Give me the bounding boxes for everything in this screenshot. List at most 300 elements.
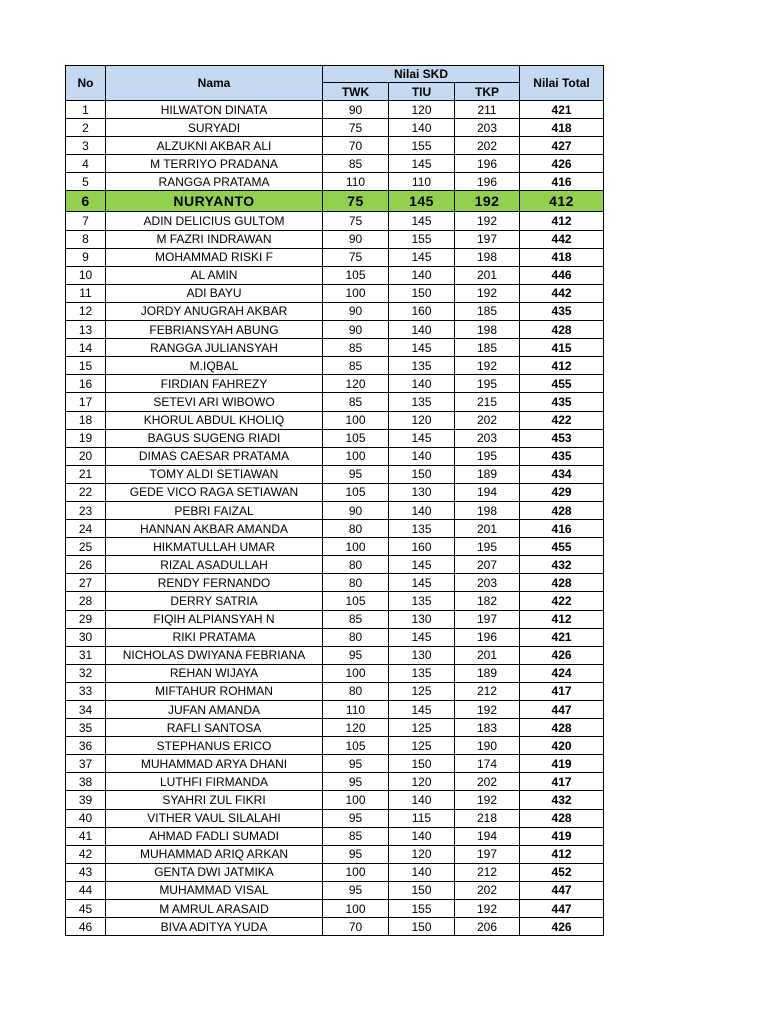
cell-nama: RIKI PRATAMA <box>106 628 323 646</box>
cell-twk: 85 <box>323 339 389 357</box>
cell-no: 28 <box>66 592 106 610</box>
cell-nama: JUFAN AMANDA <box>106 701 323 719</box>
table-row <box>66 682 604 700</box>
cell-total: 412 <box>520 610 604 628</box>
table-row <box>66 900 604 918</box>
cell-tkp: 190 <box>455 737 520 755</box>
cell-no: 21 <box>66 465 106 483</box>
cell-nama: STEPHANUS ERICO <box>106 737 323 755</box>
cell-tkp: 215 <box>455 393 520 411</box>
cell-no: 22 <box>66 483 106 501</box>
cell-nama: RENDY FERNANDO <box>106 574 323 592</box>
table-row <box>66 248 604 266</box>
cell-tkp: 192 <box>455 900 520 918</box>
table-row <box>66 429 604 447</box>
header-nilai-total: Nilai Total <box>520 66 604 101</box>
cell-nama: GENTA DWI JATMIKA <box>106 863 323 881</box>
cell-nama: M AMRUL ARASAID <box>106 900 323 918</box>
table-row <box>66 773 604 791</box>
cell-tiu: 135 <box>389 592 455 610</box>
cell-tkp: 182 <box>455 592 520 610</box>
cell-nama: PEBRI FAIZAL <box>106 501 323 519</box>
table-row-highlighted <box>66 191 604 212</box>
cell-tiu: 120 <box>389 101 455 119</box>
cell-tiu: 160 <box>389 538 455 556</box>
cell-no: 18 <box>66 411 106 429</box>
cell-no: 7 <box>66 212 106 230</box>
cell-twk: 105 <box>323 592 389 610</box>
cell-tiu: 135 <box>389 664 455 682</box>
cell-tkp: 183 <box>455 719 520 737</box>
cell-no: 43 <box>66 863 106 881</box>
cell-no: 24 <box>66 520 106 538</box>
cell-tiu: 155 <box>389 137 455 155</box>
cell-no: 20 <box>66 447 106 465</box>
cell-tiu: 135 <box>389 357 455 375</box>
cell-total: 416 <box>520 520 604 538</box>
cell-twk: 100 <box>323 538 389 556</box>
cell-total: 432 <box>520 791 604 809</box>
header-nilai-skd: Nilai SKD <box>323 66 520 83</box>
cell-total: 424 <box>520 664 604 682</box>
cell-total: 419 <box>520 827 604 845</box>
cell-tiu: 140 <box>389 119 455 137</box>
cell-total: 421 <box>520 101 604 119</box>
cell-tkp: 192 <box>455 191 520 212</box>
cell-tiu: 130 <box>389 483 455 501</box>
cell-total: 435 <box>520 302 604 320</box>
cell-tkp: 197 <box>455 610 520 628</box>
cell-nama: VITHER VAUL SILALAHI <box>106 809 323 827</box>
cell-total: 420 <box>520 737 604 755</box>
cell-tkp: 206 <box>455 918 520 936</box>
cell-nama: RANGGA JULIANSYAH <box>106 339 323 357</box>
cell-tkp: 202 <box>455 411 520 429</box>
table-row <box>66 284 604 302</box>
header-nama: Nama <box>106 66 323 101</box>
table-row <box>66 266 604 284</box>
cell-twk: 70 <box>323 137 389 155</box>
cell-no: 29 <box>66 610 106 628</box>
cell-no: 2 <box>66 119 106 137</box>
cell-nama: NICHOLAS DWIYANA FEBRIANA <box>106 646 323 664</box>
cell-twk: 75 <box>323 119 389 137</box>
cell-tkp: 192 <box>455 284 520 302</box>
cell-nama: SURYADI <box>106 119 323 137</box>
cell-total: 426 <box>520 918 604 936</box>
table-row <box>66 447 604 465</box>
cell-total: 442 <box>520 230 604 248</box>
cell-nama: MUHAMMAD VISAL <box>106 881 323 899</box>
cell-tkp: 194 <box>455 483 520 501</box>
table-row <box>66 538 604 556</box>
cell-tiu: 125 <box>389 737 455 755</box>
table-row <box>66 701 604 719</box>
cell-total: 447 <box>520 881 604 899</box>
cell-tiu: 150 <box>389 465 455 483</box>
cell-no: 17 <box>66 393 106 411</box>
cell-no: 1 <box>66 101 106 119</box>
cell-twk: 95 <box>323 845 389 863</box>
cell-tiu: 150 <box>389 284 455 302</box>
table-row <box>66 155 604 173</box>
cell-tiu: 160 <box>389 302 455 320</box>
cell-twk: 120 <box>323 375 389 393</box>
cell-total: 432 <box>520 556 604 574</box>
cell-twk: 110 <box>323 701 389 719</box>
cell-twk: 100 <box>323 411 389 429</box>
table-row <box>66 881 604 899</box>
cell-no: 39 <box>66 791 106 809</box>
cell-nama: NURYANTO <box>106 191 323 212</box>
cell-no: 46 <box>66 918 106 936</box>
cell-nama: DIMAS CAESAR PRATAMA <box>106 447 323 465</box>
cell-total: 422 <box>520 592 604 610</box>
cell-tiu: 150 <box>389 755 455 773</box>
header-tkp: TKP <box>455 83 520 101</box>
table-row <box>66 737 604 755</box>
table-row <box>66 483 604 501</box>
cell-no: 6 <box>66 191 106 212</box>
cell-twk: 100 <box>323 284 389 302</box>
cell-tiu: 150 <box>389 918 455 936</box>
cell-no: 31 <box>66 646 106 664</box>
cell-total: 435 <box>520 447 604 465</box>
header-tiu: TIU <box>389 83 455 101</box>
cell-twk: 120 <box>323 719 389 737</box>
cell-tiu: 145 <box>389 155 455 173</box>
cell-tiu: 120 <box>389 845 455 863</box>
cell-no: 16 <box>66 375 106 393</box>
cell-tkp: 198 <box>455 248 520 266</box>
cell-nama: MOHAMMAD RISKI F <box>106 248 323 266</box>
cell-total: 434 <box>520 465 604 483</box>
cell-twk: 75 <box>323 248 389 266</box>
cell-twk: 100 <box>323 900 389 918</box>
table-row <box>66 230 604 248</box>
cell-tkp: 174 <box>455 755 520 773</box>
cell-tkp: 195 <box>455 375 520 393</box>
cell-no: 15 <box>66 357 106 375</box>
cell-total: 412 <box>520 357 604 375</box>
header-twk: TWK <box>323 83 389 101</box>
cell-nama: DERRY SATRIA <box>106 592 323 610</box>
cell-tkp: 203 <box>455 429 520 447</box>
cell-nama: M TERRIYO PRADANA <box>106 155 323 173</box>
cell-total: 412 <box>520 191 604 212</box>
cell-nama: FIRDIAN FAHREZY <box>106 375 323 393</box>
cell-total: 455 <box>520 375 604 393</box>
cell-nama: RAFLI SANTOSA <box>106 719 323 737</box>
cell-tkp: 194 <box>455 827 520 845</box>
cell-total: 417 <box>520 773 604 791</box>
cell-twk: 95 <box>323 465 389 483</box>
table-row <box>66 863 604 881</box>
cell-no: 36 <box>66 737 106 755</box>
table-row <box>66 357 604 375</box>
cell-twk: 100 <box>323 664 389 682</box>
cell-no: 5 <box>66 173 106 191</box>
cell-tiu: 130 <box>389 646 455 664</box>
cell-tiu: 125 <box>389 719 455 737</box>
cell-nama: MUHAMMAD ARYA DHANI <box>106 755 323 773</box>
table-row <box>66 845 604 863</box>
cell-tiu: 115 <box>389 809 455 827</box>
cell-tiu: 145 <box>389 339 455 357</box>
cell-total: 422 <box>520 411 604 429</box>
cell-tiu: 135 <box>389 393 455 411</box>
cell-tiu: 155 <box>389 900 455 918</box>
cell-no: 37 <box>66 755 106 773</box>
cell-twk: 110 <box>323 173 389 191</box>
table-row <box>66 501 604 519</box>
cell-twk: 80 <box>323 628 389 646</box>
cell-twk: 95 <box>323 755 389 773</box>
cell-twk: 80 <box>323 574 389 592</box>
cell-nama: M.IQBAL <box>106 357 323 375</box>
cell-twk: 95 <box>323 773 389 791</box>
cell-tkp: 196 <box>455 173 520 191</box>
table-row <box>66 918 604 936</box>
table-row <box>66 411 604 429</box>
cell-twk: 75 <box>323 212 389 230</box>
table-row <box>66 212 604 230</box>
cell-twk: 80 <box>323 556 389 574</box>
cell-total: 416 <box>520 173 604 191</box>
table-row <box>66 664 604 682</box>
table-row <box>66 321 604 339</box>
cell-tkp: 198 <box>455 321 520 339</box>
cell-tkp: 201 <box>455 520 520 538</box>
cell-no: 35 <box>66 719 106 737</box>
cell-no: 8 <box>66 230 106 248</box>
cell-tkp: 211 <box>455 101 520 119</box>
cell-tkp: 189 <box>455 465 520 483</box>
cell-nama: JORDY ANUGRAH AKBAR <box>106 302 323 320</box>
table-header <box>66 66 604 101</box>
cell-nama: HIKMATULLAH UMAR <box>106 538 323 556</box>
cell-tiu: 120 <box>389 773 455 791</box>
cell-no: 9 <box>66 248 106 266</box>
cell-nama: SETEVI ARI WIBOWO <box>106 393 323 411</box>
cell-tkp: 196 <box>455 628 520 646</box>
cell-twk: 105 <box>323 429 389 447</box>
cell-no: 11 <box>66 284 106 302</box>
cell-tiu: 135 <box>389 520 455 538</box>
cell-tiu: 140 <box>389 791 455 809</box>
cell-tiu: 145 <box>389 429 455 447</box>
cell-total: 421 <box>520 628 604 646</box>
cell-twk: 80 <box>323 520 389 538</box>
table-row <box>66 393 604 411</box>
cell-nama: SYAHRI ZUL FIKRI <box>106 791 323 809</box>
cell-tkp: 196 <box>455 155 520 173</box>
cell-tkp: 192 <box>455 791 520 809</box>
cell-twk: 75 <box>323 191 389 212</box>
cell-tiu: 140 <box>389 863 455 881</box>
cell-twk: 90 <box>323 230 389 248</box>
cell-total: 428 <box>520 809 604 827</box>
cell-tkp: 197 <box>455 230 520 248</box>
cell-total: 412 <box>520 845 604 863</box>
cell-tkp: 195 <box>455 538 520 556</box>
cell-no: 30 <box>66 628 106 646</box>
cell-total: 453 <box>520 429 604 447</box>
cell-tiu: 145 <box>389 248 455 266</box>
cell-twk: 100 <box>323 447 389 465</box>
cell-tkp: 198 <box>455 501 520 519</box>
cell-tkp: 195 <box>455 447 520 465</box>
cell-twk: 85 <box>323 610 389 628</box>
table-row <box>66 719 604 737</box>
cell-total: 435 <box>520 393 604 411</box>
cell-no: 44 <box>66 881 106 899</box>
cell-twk: 85 <box>323 155 389 173</box>
cell-nama: AL AMIN <box>106 266 323 284</box>
cell-tkp: 189 <box>455 664 520 682</box>
cell-nama: RANGGA PRATAMA <box>106 173 323 191</box>
cell-tiu: 140 <box>389 827 455 845</box>
cell-no: 42 <box>66 845 106 863</box>
cell-no: 23 <box>66 501 106 519</box>
cell-nama: MIFTAHUR ROHMAN <box>106 682 323 700</box>
cell-tiu: 150 <box>389 881 455 899</box>
cell-no: 40 <box>66 809 106 827</box>
cell-twk: 85 <box>323 827 389 845</box>
cell-tkp: 185 <box>455 339 520 357</box>
cell-tiu: 120 <box>389 411 455 429</box>
cell-tkp: 212 <box>455 863 520 881</box>
cell-total: 447 <box>520 701 604 719</box>
cell-no: 3 <box>66 137 106 155</box>
cell-no: 45 <box>66 900 106 918</box>
table-row <box>66 556 604 574</box>
cell-no: 27 <box>66 574 106 592</box>
cell-total: 446 <box>520 266 604 284</box>
cell-twk: 95 <box>323 809 389 827</box>
cell-twk: 85 <box>323 357 389 375</box>
cell-tiu: 155 <box>389 230 455 248</box>
cell-total: 419 <box>520 755 604 773</box>
cell-tkp: 192 <box>455 212 520 230</box>
cell-nama: RIZAL ASADULLAH <box>106 556 323 574</box>
cell-total: 418 <box>520 248 604 266</box>
cell-no: 32 <box>66 664 106 682</box>
cell-no: 4 <box>66 155 106 173</box>
cell-no: 26 <box>66 556 106 574</box>
cell-total: 428 <box>520 574 604 592</box>
cell-no: 25 <box>66 538 106 556</box>
cell-twk: 105 <box>323 266 389 284</box>
table-row <box>66 827 604 845</box>
cell-total: 455 <box>520 538 604 556</box>
cell-nama: ALZUKNI AKBAR ALI <box>106 137 323 155</box>
cell-no: 14 <box>66 339 106 357</box>
table-row <box>66 137 604 155</box>
cell-tkp: 192 <box>455 701 520 719</box>
table-row <box>66 809 604 827</box>
cell-twk: 90 <box>323 321 389 339</box>
cell-total: 428 <box>520 501 604 519</box>
cell-nama: BAGUS SUGENG RIADI <box>106 429 323 447</box>
table-row <box>66 520 604 538</box>
table-row <box>66 791 604 809</box>
cell-twk: 105 <box>323 737 389 755</box>
table-row <box>66 101 604 119</box>
cell-total: 428 <box>520 719 604 737</box>
cell-twk: 95 <box>323 881 389 899</box>
cell-nama: BIVA ADITYA YUDA <box>106 918 323 936</box>
cell-no: 38 <box>66 773 106 791</box>
cell-total: 428 <box>520 321 604 339</box>
cell-twk: 90 <box>323 501 389 519</box>
cell-nama: FIQIH ALPIANSYAH N <box>106 610 323 628</box>
cell-tiu: 145 <box>389 574 455 592</box>
table-row <box>66 302 604 320</box>
cell-tiu: 145 <box>389 212 455 230</box>
cell-total: 412 <box>520 212 604 230</box>
table-row <box>66 755 604 773</box>
table-row <box>66 646 604 664</box>
cell-tkp: 202 <box>455 881 520 899</box>
cell-no: 13 <box>66 321 106 339</box>
cell-tkp: 201 <box>455 266 520 284</box>
cell-nama: AHMAD FADLI SUMADI <box>106 827 323 845</box>
cell-nama: HILWATON DINATA <box>106 101 323 119</box>
cell-twk: 85 <box>323 393 389 411</box>
table-row <box>66 173 604 191</box>
cell-tiu: 125 <box>389 682 455 700</box>
cell-total: 426 <box>520 646 604 664</box>
cell-total: 418 <box>520 119 604 137</box>
cell-tiu: 140 <box>389 447 455 465</box>
cell-twk: 105 <box>323 483 389 501</box>
cell-tiu: 140 <box>389 266 455 284</box>
table-row <box>66 465 604 483</box>
cell-tiu: 140 <box>389 501 455 519</box>
cell-tkp: 202 <box>455 137 520 155</box>
cell-total: 417 <box>520 682 604 700</box>
table-row <box>66 339 604 357</box>
cell-nama: ADI BAYU <box>106 284 323 302</box>
cell-twk: 80 <box>323 682 389 700</box>
cell-tkp: 202 <box>455 773 520 791</box>
cell-no: 12 <box>66 302 106 320</box>
table-row <box>66 610 604 628</box>
cell-nama: FEBRIANSYAH ABUNG <box>106 321 323 339</box>
table-row <box>66 574 604 592</box>
cell-tiu: 140 <box>389 375 455 393</box>
cell-twk: 100 <box>323 863 389 881</box>
cell-twk: 70 <box>323 918 389 936</box>
cell-tkp: 203 <box>455 574 520 592</box>
cell-nama: GEDE VICO RAGA SETIAWAN <box>106 483 323 501</box>
cell-nama: KHORUL ABDUL KHOLIQ <box>106 411 323 429</box>
cell-tiu: 145 <box>389 701 455 719</box>
cell-tiu: 145 <box>389 191 455 212</box>
cell-total: 452 <box>520 863 604 881</box>
cell-twk: 100 <box>323 791 389 809</box>
cell-tkp: 218 <box>455 809 520 827</box>
cell-twk: 90 <box>323 302 389 320</box>
table-row <box>66 628 604 646</box>
header-no: No <box>66 66 106 101</box>
table-row <box>66 119 604 137</box>
cell-nama: TOMY ALDI SETIAWAN <box>106 465 323 483</box>
cell-total: 447 <box>520 900 604 918</box>
table-row <box>66 375 604 393</box>
cell-total: 415 <box>520 339 604 357</box>
